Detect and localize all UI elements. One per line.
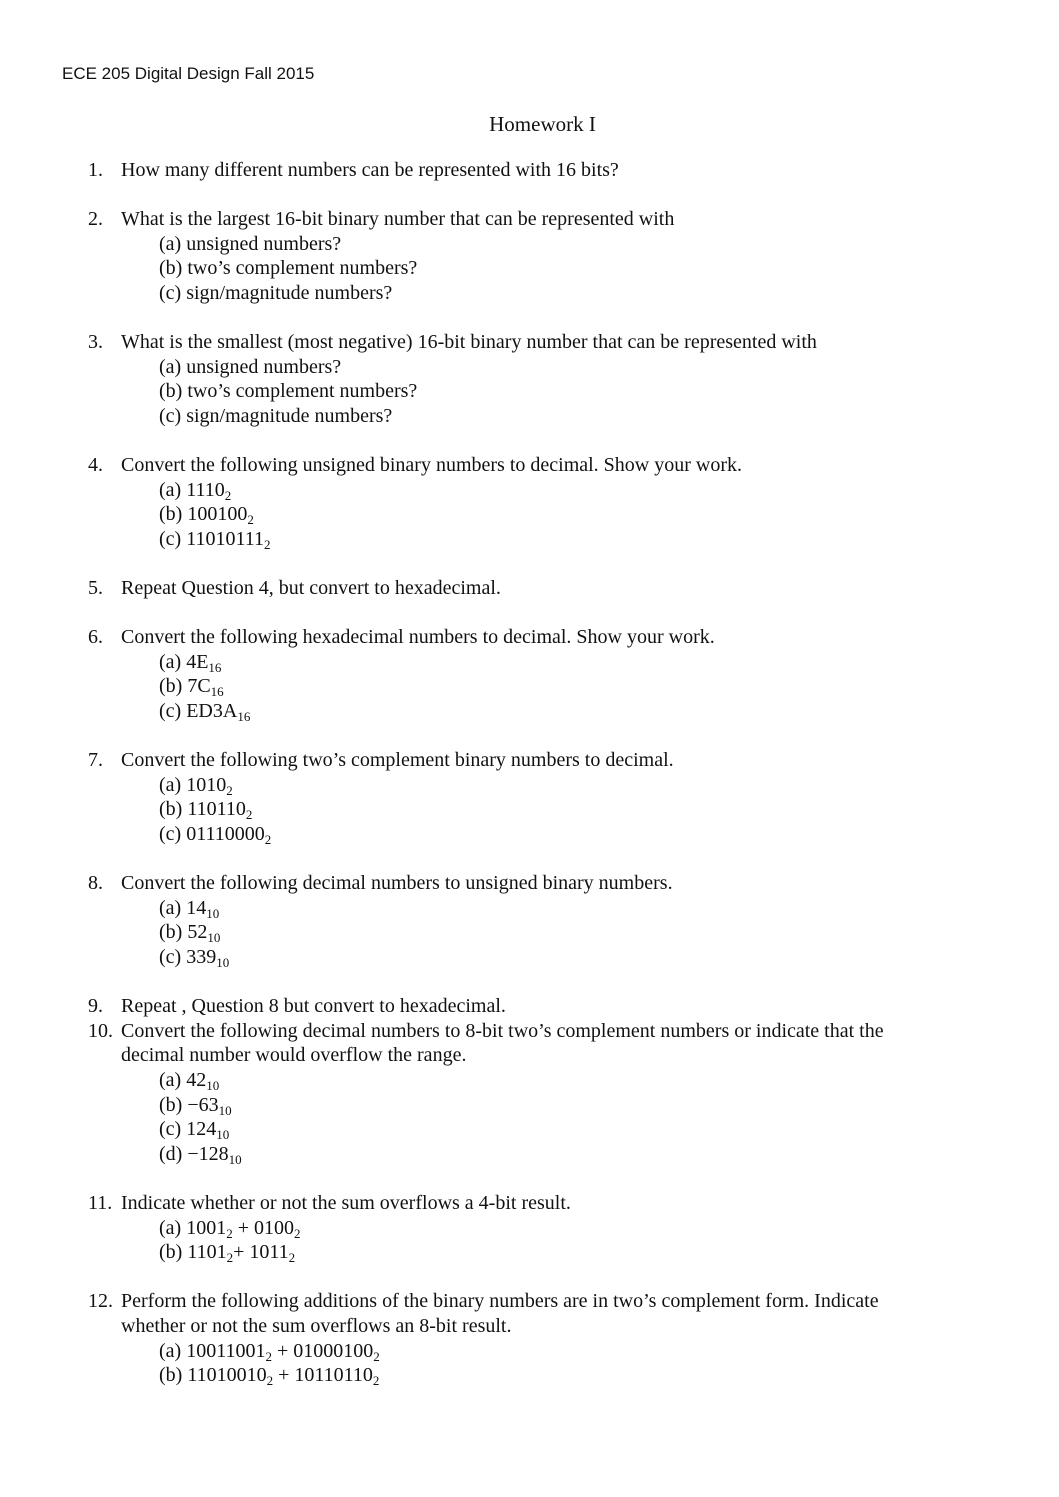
question-number: 12.	[88, 1290, 113, 1313]
question-part: $(b) -63_{10}$	[159, 1093, 232, 1118]
course-header: ECE 205 Digital Design Fall 2015	[62, 64, 315, 83]
question-number: 6.	[88, 626, 103, 649]
question-text-continued: decimal number would overflow the range.	[121, 1044, 467, 1067]
question-1	[0, 158, 1059, 183]
question-2	[0, 207, 1059, 305]
question-text: Indicate whether or not the sum overflows a 4-bit result.	[121, 1191, 571, 1214]
question-number: 5.	[88, 577, 103, 600]
question-text: What is the smallest (most negative) 16-bit binary number that can be represented with	[121, 331, 817, 354]
question-part: (a) $1010_2$	[159, 773, 233, 798]
question-part: (a) $1001_2 + 0100_2$	[159, 1216, 301, 1241]
question-text: What is the largest 16-bit binary number that can be represented with	[121, 208, 675, 231]
question-part: (c) $ED3A_{16}$	[159, 700, 251, 725]
question-part: (a) $10011001_2 + 01000100_2$	[159, 1339, 380, 1364]
question-number: 8.	[88, 872, 103, 895]
question-text-continued: whether or not the sum overflows an 8-bit result.	[121, 1314, 512, 1337]
question-number: 7.	[88, 749, 103, 772]
question-number: 4.	[88, 454, 103, 477]
question-part: (b) $7C_{16}$	[159, 675, 224, 700]
question-part: (b) $52_{10}$	[159, 921, 221, 946]
question-11	[0, 1191, 1059, 1265]
question-7	[0, 748, 1059, 846]
question-part: (c) sign/magnitude numbers?	[159, 281, 393, 304]
question-text: Convert the following decimal numbers to 8-bit two’s complement numbers or indicate that the	[121, 1019, 884, 1042]
question-number: 11.	[88, 1191, 113, 1214]
question-text: Perform the following additions of the binary numbers are in two’s complement form. Indicate	[121, 1290, 879, 1313]
question-8	[0, 871, 1059, 969]
question-part: (a) unsigned numbers?	[159, 232, 342, 255]
question-part: (a) unsigned numbers?	[159, 355, 342, 378]
question-number: 3.	[88, 331, 103, 354]
question-10	[0, 1019, 1059, 1167]
question-list	[0, 158, 1059, 1388]
question-text: How many different numbers can be represented with 16 bits?	[121, 159, 619, 181]
question-part: $(d) -128_{10}$	[159, 1142, 242, 1167]
question-part: (b) $110110_2$	[159, 798, 253, 823]
question-text: Repeat Question 4, but convert to hexadecimal.	[121, 577, 501, 600]
question-part: (a) $14_{10}$	[159, 896, 220, 921]
question-part: (a) $42_{10}$	[159, 1068, 220, 1093]
question-12	[0, 1289, 1059, 1387]
page-title: Homework I	[489, 112, 596, 136]
question-part: (c) $01110000_2$	[159, 823, 272, 848]
question-5	[0, 576, 1059, 601]
question-part: (b) $11010010_2 + 10110110_2$	[159, 1364, 380, 1389]
question-part: (b) two’s complement numbers?	[159, 257, 418, 280]
question-number: 1.	[88, 159, 103, 181]
question-text: Repeat , Question 8 but convert to hexadecimal.	[121, 995, 506, 1018]
question-part: (c) $124_{10}$	[159, 1118, 230, 1143]
question-text: Convert the following hexadecimal numbers to decimal. Show your work.	[121, 626, 715, 649]
question-4	[0, 453, 1059, 551]
question-number: 10.	[88, 1019, 113, 1042]
question-text: Convert the following unsigned binary numbers to decimal. Show your work.	[121, 454, 743, 477]
question-part: (a) $4E_{16}$	[159, 650, 222, 675]
question-number: 9.	[88, 995, 103, 1018]
question-text: Convert the following decimal numbers to unsigned binary numbers.	[121, 872, 673, 895]
question-6	[0, 625, 1059, 723]
question-part: (b) $100100_2$	[159, 503, 254, 528]
question-part: (b) $1101_2+ 1011_2$	[159, 1241, 296, 1266]
question-part: (a) $1110_2$	[159, 478, 232, 503]
question-9	[0, 994, 1059, 1019]
question-text: Convert the following two’s complement binary numbers to decimal.	[121, 749, 674, 772]
question-part: (b) two’s complement numbers?	[159, 380, 418, 403]
question-3	[0, 330, 1059, 428]
question-part: (c) $11010111_2$	[159, 527, 271, 552]
question-number: 2.	[88, 208, 103, 231]
question-part: (c) $339_{10}$	[159, 946, 230, 970]
question-part: (c) sign/magnitude numbers?	[159, 404, 393, 427]
